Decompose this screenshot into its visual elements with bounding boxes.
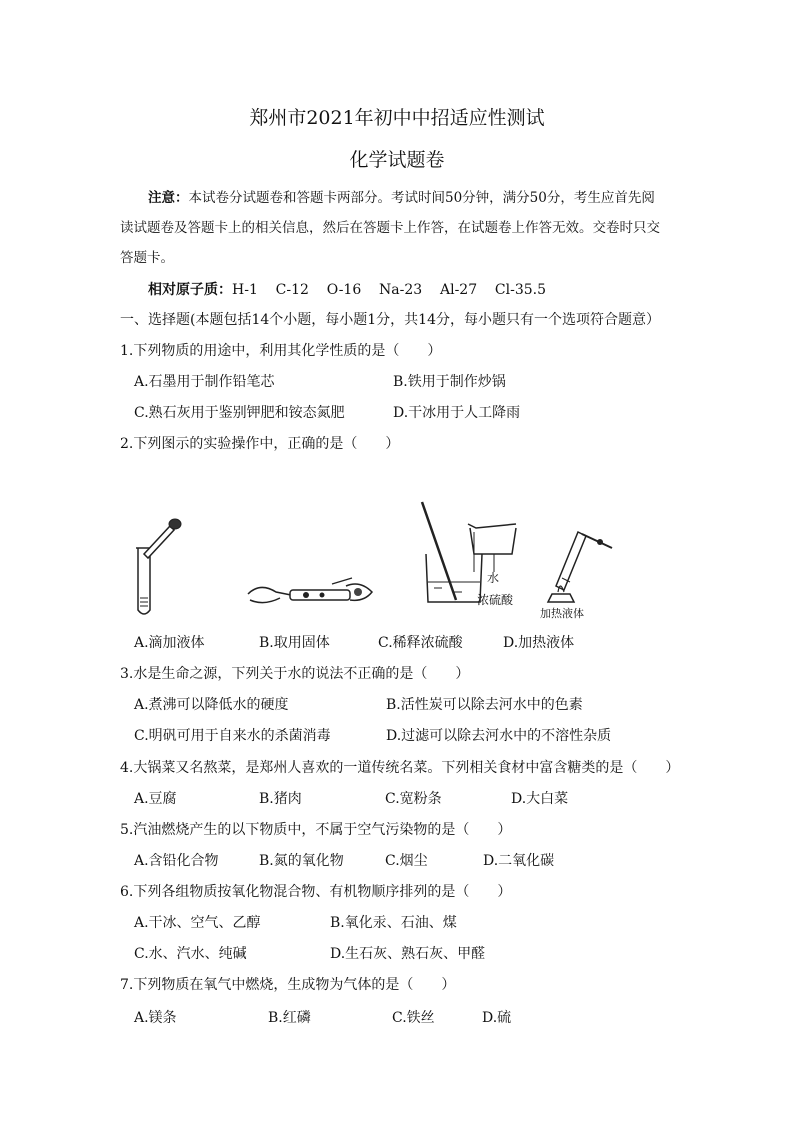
option-b: B.活性炭可以除去河水中的色素 — [386, 697, 583, 713]
option-c: C.宽粉条 — [385, 791, 442, 807]
option-d: D.大白菜 — [511, 791, 569, 807]
diluting-acid-illustration — [412, 498, 538, 610]
option-a: A.含铅化合物 — [134, 853, 219, 869]
question-stem: 3.水是生命之源，下列关于水的说法不正确的是（ ） — [120, 666, 470, 682]
option-b: B.取用固体 — [259, 635, 330, 651]
option-c: C.铁丝 — [392, 1010, 435, 1026]
option-b: B.氧化汞、石油、煤 — [330, 915, 457, 931]
tweezers-solid-illustration — [242, 572, 382, 612]
option-c: C.熟石灰用于鉴别钾肥和铵态氮肥 — [134, 405, 345, 421]
option-d: D.过滤可以除去河水中的不溶性杂质 — [386, 728, 612, 744]
figure-label-water: 水 — [487, 571, 500, 585]
option-d: D.生石灰、熟石灰、甲醛 — [330, 946, 486, 962]
page-subtitle: 化学试题卷 — [349, 149, 445, 171]
option-d: D.加热液体 — [503, 635, 575, 651]
question-stem: 2.下列图示的实验操作中，正确的是（ ） — [120, 436, 400, 452]
option-c: C.烟尘 — [385, 853, 428, 869]
option-b: B.氮的氧化物 — [259, 853, 344, 869]
notice-line-1 — [120, 183, 680, 213]
atomic-mass-line — [148, 282, 546, 298]
option-a: A.镁条 — [134, 1010, 177, 1026]
notice-block — [120, 183, 680, 273]
heating-liquid-illustration — [540, 516, 620, 606]
page-title: 郑州市2021年初中中招适应性测试 — [249, 107, 545, 129]
option-a: A.滴加液体 — [134, 635, 205, 651]
atomic-mass-values: H-1 C-12 O-16 Na-23 Al-27 Cl-35.5 — [232, 282, 547, 298]
option-d: D.二氧化碳 — [483, 853, 555, 869]
notice-line-2: 读试题卷及答题卡上的相关信息，然后在答题卡上作答，在试题卷上作答无效。交卷时只交 — [120, 220, 660, 236]
question-stem: 6.下列各组物质按氧化物混合物、有机物顺序排列的是（ ） — [120, 884, 512, 900]
atomic-mass-label: 相对原子质： — [148, 282, 232, 298]
option-c: C.稀释浓硫酸 — [378, 635, 463, 651]
section-heading: 一、选择题(本题包括14个小题，每小题1分，共14分，每小题只有一个选项符合题意） — [120, 312, 660, 328]
option-d: D.干冰用于人工降雨 — [393, 405, 521, 421]
option-a: A.豆腐 — [134, 791, 177, 807]
option-b: B.猪肉 — [259, 791, 302, 807]
question-stem: 5.汽油燃烧产生的以下物质中，不属于空气污染物的是（ ） — [120, 822, 512, 838]
option-c: C.明矾可用于自来水的杀菌消毒 — [134, 728, 331, 744]
option-b: B.红磷 — [268, 1010, 311, 1026]
notice-text-1: 本试卷分试题卷和答题卡两部分。考试时间50分钟，满分50分，考生应首先阅 — [188, 190, 655, 206]
notice-label: 注意： — [148, 190, 189, 206]
figure-label-acid: 浓硫酸 — [477, 593, 514, 607]
question-stem: 7.下列物质在氧气中燃烧，生成物为气体的是（ ） — [120, 977, 456, 993]
option-b: B.铁用于制作炒锅 — [393, 374, 506, 390]
dropper-test-tube-illustration — [130, 510, 190, 620]
question-stem: 4.大锅菜又名熬菜，是郑州人喜欢的一道传统名菜。下列相关食材中富含糖类的是（ ） — [120, 760, 680, 776]
option-a: A.煮沸可以降低水的硬度 — [134, 697, 289, 713]
option-c: C.水、汽水、纯碱 — [134, 946, 247, 962]
option-a: A.干冰、空气、乙醇 — [134, 915, 261, 931]
option-d: D.硫 — [482, 1010, 512, 1026]
figure-label-heating: 加热液体 — [540, 607, 584, 620]
option-a: A.石墨用于制作铅笔芯 — [134, 374, 275, 390]
question-stem: 1.下列物质的用途中，利用其化学性质的是（ ） — [120, 343, 442, 359]
notice-line-3: 答题卡。 — [120, 250, 174, 266]
